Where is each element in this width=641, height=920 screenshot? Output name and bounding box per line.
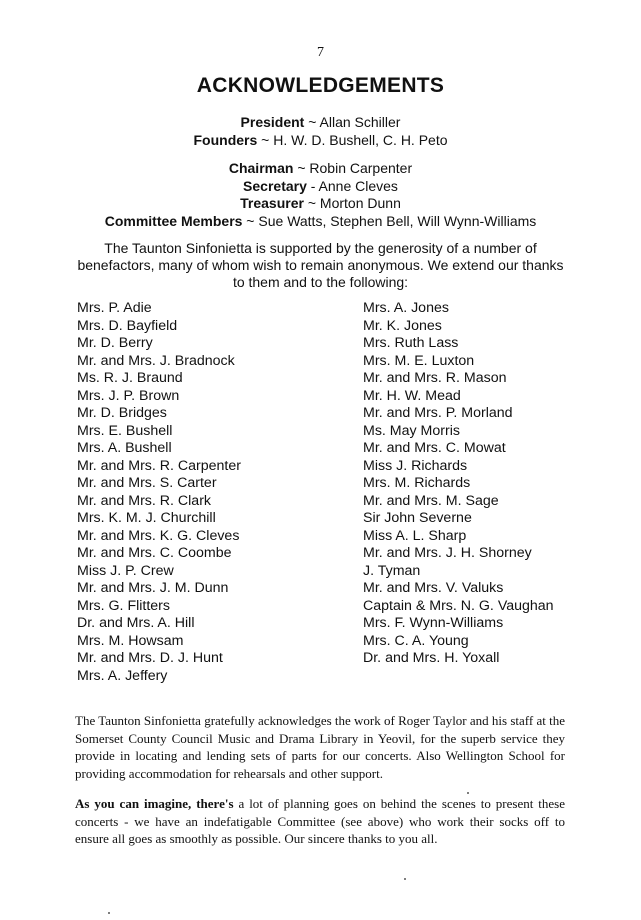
benefactor-name: Mrs. E. Bushell (77, 422, 173, 439)
officer-committee-members (0, 213, 641, 231)
officer-founders (0, 132, 641, 150)
role-label: Founders (193, 131, 258, 148)
benefactor-name: Miss J. Richards (363, 457, 468, 474)
benefactor-name: Captain & Mrs. N. G. Vaughan (363, 597, 554, 614)
benefactor-name: Mrs. Ruth Lass (363, 335, 459, 351)
speck-mark (467, 792, 469, 794)
role-label: President (240, 114, 305, 130)
benefactor-name: Mr. and Mrs. R. Carpenter (77, 457, 241, 474)
benefactor-name: Mr. and Mrs. K. G. Cleves (77, 527, 240, 544)
role-label: Chairman (228, 160, 294, 176)
benefactor-name: J. Tyman (363, 562, 421, 579)
role-separator: ~ (242, 212, 259, 229)
benefactor-name: Mr. D. Berry (77, 335, 153, 351)
benefactor-name: Mrs. P. Adie (77, 300, 152, 316)
benefactor-name: Mrs. D. Bayfield (77, 317, 178, 334)
benefactor-name: Mr. and Mrs. S. Carter (77, 475, 217, 491)
page-number: 7 (317, 45, 324, 60)
benefactor-name: Mrs. F. Wynn-Williams (363, 615, 504, 631)
benefactor-name: Mrs. A. Jones (363, 300, 449, 316)
officer-chairman (0, 160, 641, 178)
benefactor-name: Mrs. G. Flitters (77, 597, 171, 614)
committee-thanks (75, 795, 565, 848)
benefactor-name: Mr. and Mrs. R. Clark (77, 492, 212, 509)
benefactor-name: Mrs. C. A. Young (363, 632, 469, 649)
benefactors-right-column (363, 300, 554, 668)
benefactor-name: Mr. and Mrs. J. H. Shorney (363, 545, 532, 561)
founding-officers (0, 114, 641, 149)
benefactor-name: Mrs. A. Bushell (77, 440, 172, 456)
officer-secretary (0, 178, 641, 196)
role-names: Morton Dunn (319, 195, 401, 211)
committee-officers (0, 160, 641, 230)
benefactor-name: Dr. and Mrs. A. Hill (77, 615, 195, 631)
benefactor-name: Sir John Severne (363, 510, 472, 526)
role-names: Sue Watts, Stephen Bell, Will Wynn-Williams (258, 212, 537, 229)
benefactor-name: Mr. and Mrs. J. M. Dunn (77, 580, 229, 596)
role-separator: ~ (257, 131, 274, 148)
role-label: Treasurer (240, 195, 304, 211)
benefactor-name: Mr. and Mrs. D. J. Hunt (77, 650, 223, 666)
officer-president (0, 114, 641, 132)
benefactor-name: Mr. and Mrs. P. Morland (363, 405, 513, 421)
officer-treasurer (0, 195, 641, 213)
role-separator: ~ (303, 195, 320, 211)
benefactor-name: Mr. and Mrs. C. Coombe (77, 545, 232, 561)
role-separator: ~ (293, 160, 310, 176)
role-label: Secretary (243, 177, 307, 194)
benefactor-name: Mrs. J. P. Brown (77, 387, 180, 404)
benefactor-name: Mr. D. Bridges (77, 405, 167, 421)
benefactor-name: Ms. R. J. Braund (77, 370, 183, 386)
benefactor-name: Mr. K. Jones (363, 317, 442, 334)
page-title: ACKNOWLEDGEMENTS (196, 74, 445, 97)
committee-thanks-body: a lot of planning goes on behind the scenes to present these concerts - we have an indefatigable Committee (see above) who work their socks off to ensure all goes as smoothly as possible. Our sincere thanks to you all. (75, 796, 565, 846)
role-names: H. W. D. Bushell, C. H. Peto (273, 131, 448, 148)
role-separator: - (306, 177, 319, 194)
speck-mark (404, 878, 406, 880)
library-acknowledgement: The Taunton Sinfonietta gratefully acknowledges the work of Roger Taylor and his staff at the Somerset County Council Music and Drama Library in Yeovil, for the superb service they provide in locating and lending sets of parts for our concerts. Also Wellington School for providing accommodation for rehearsals and other support. (75, 713, 565, 781)
benefactor-name: Dr. and Mrs. H. Yoxall (363, 650, 500, 666)
role-separator: ~ (304, 114, 320, 130)
role-names: Anne Cleves (318, 177, 398, 194)
benefactor-name: Mrs. K. M. J. Churchill (77, 510, 216, 526)
benefactor-name: Mr. and Mrs. C. Mowat (363, 440, 506, 456)
benefactor-name: Mr. and Mrs. M. Sage (363, 492, 499, 509)
role-names: Allan Schiller (319, 114, 401, 130)
role-names: Robin Carpenter (309, 160, 413, 176)
benefactor-name: Mrs. M. Richards (363, 475, 471, 491)
benefactor-name: Mr. and Mrs. J. Bradnock (77, 352, 235, 369)
benefactor-name: Mrs. M. Howsam (77, 632, 184, 649)
benefactor-name: Miss A. L. Sharp (363, 527, 467, 544)
benefactor-name: Mrs. A. Jeffery (77, 667, 168, 684)
benefactor-name: Ms. May Morris (363, 422, 460, 439)
benefactors-left-column (77, 300, 241, 685)
committee-thanks-lead: As you can imagine, there's (75, 796, 234, 811)
benefactor-name: Mrs. M. E. Luxton (363, 352, 475, 369)
intro-paragraph: The Taunton Sinfonietta is supported by the generosity of a number of benefactors, many of whom wish to remain anonymous. We extend our thanks to them and to the following: (77, 240, 564, 290)
role-label: Committee Members (104, 212, 243, 229)
benefactor-name: Mr. H. W. Mead (363, 387, 461, 404)
benefactor-name: Mr. and Mrs. R. Mason (363, 370, 507, 386)
speck-mark (108, 912, 110, 914)
benefactor-name: Mr. and Mrs. V. Valuks (363, 580, 504, 596)
benefactor-name: Miss J. P. Crew (77, 562, 174, 579)
